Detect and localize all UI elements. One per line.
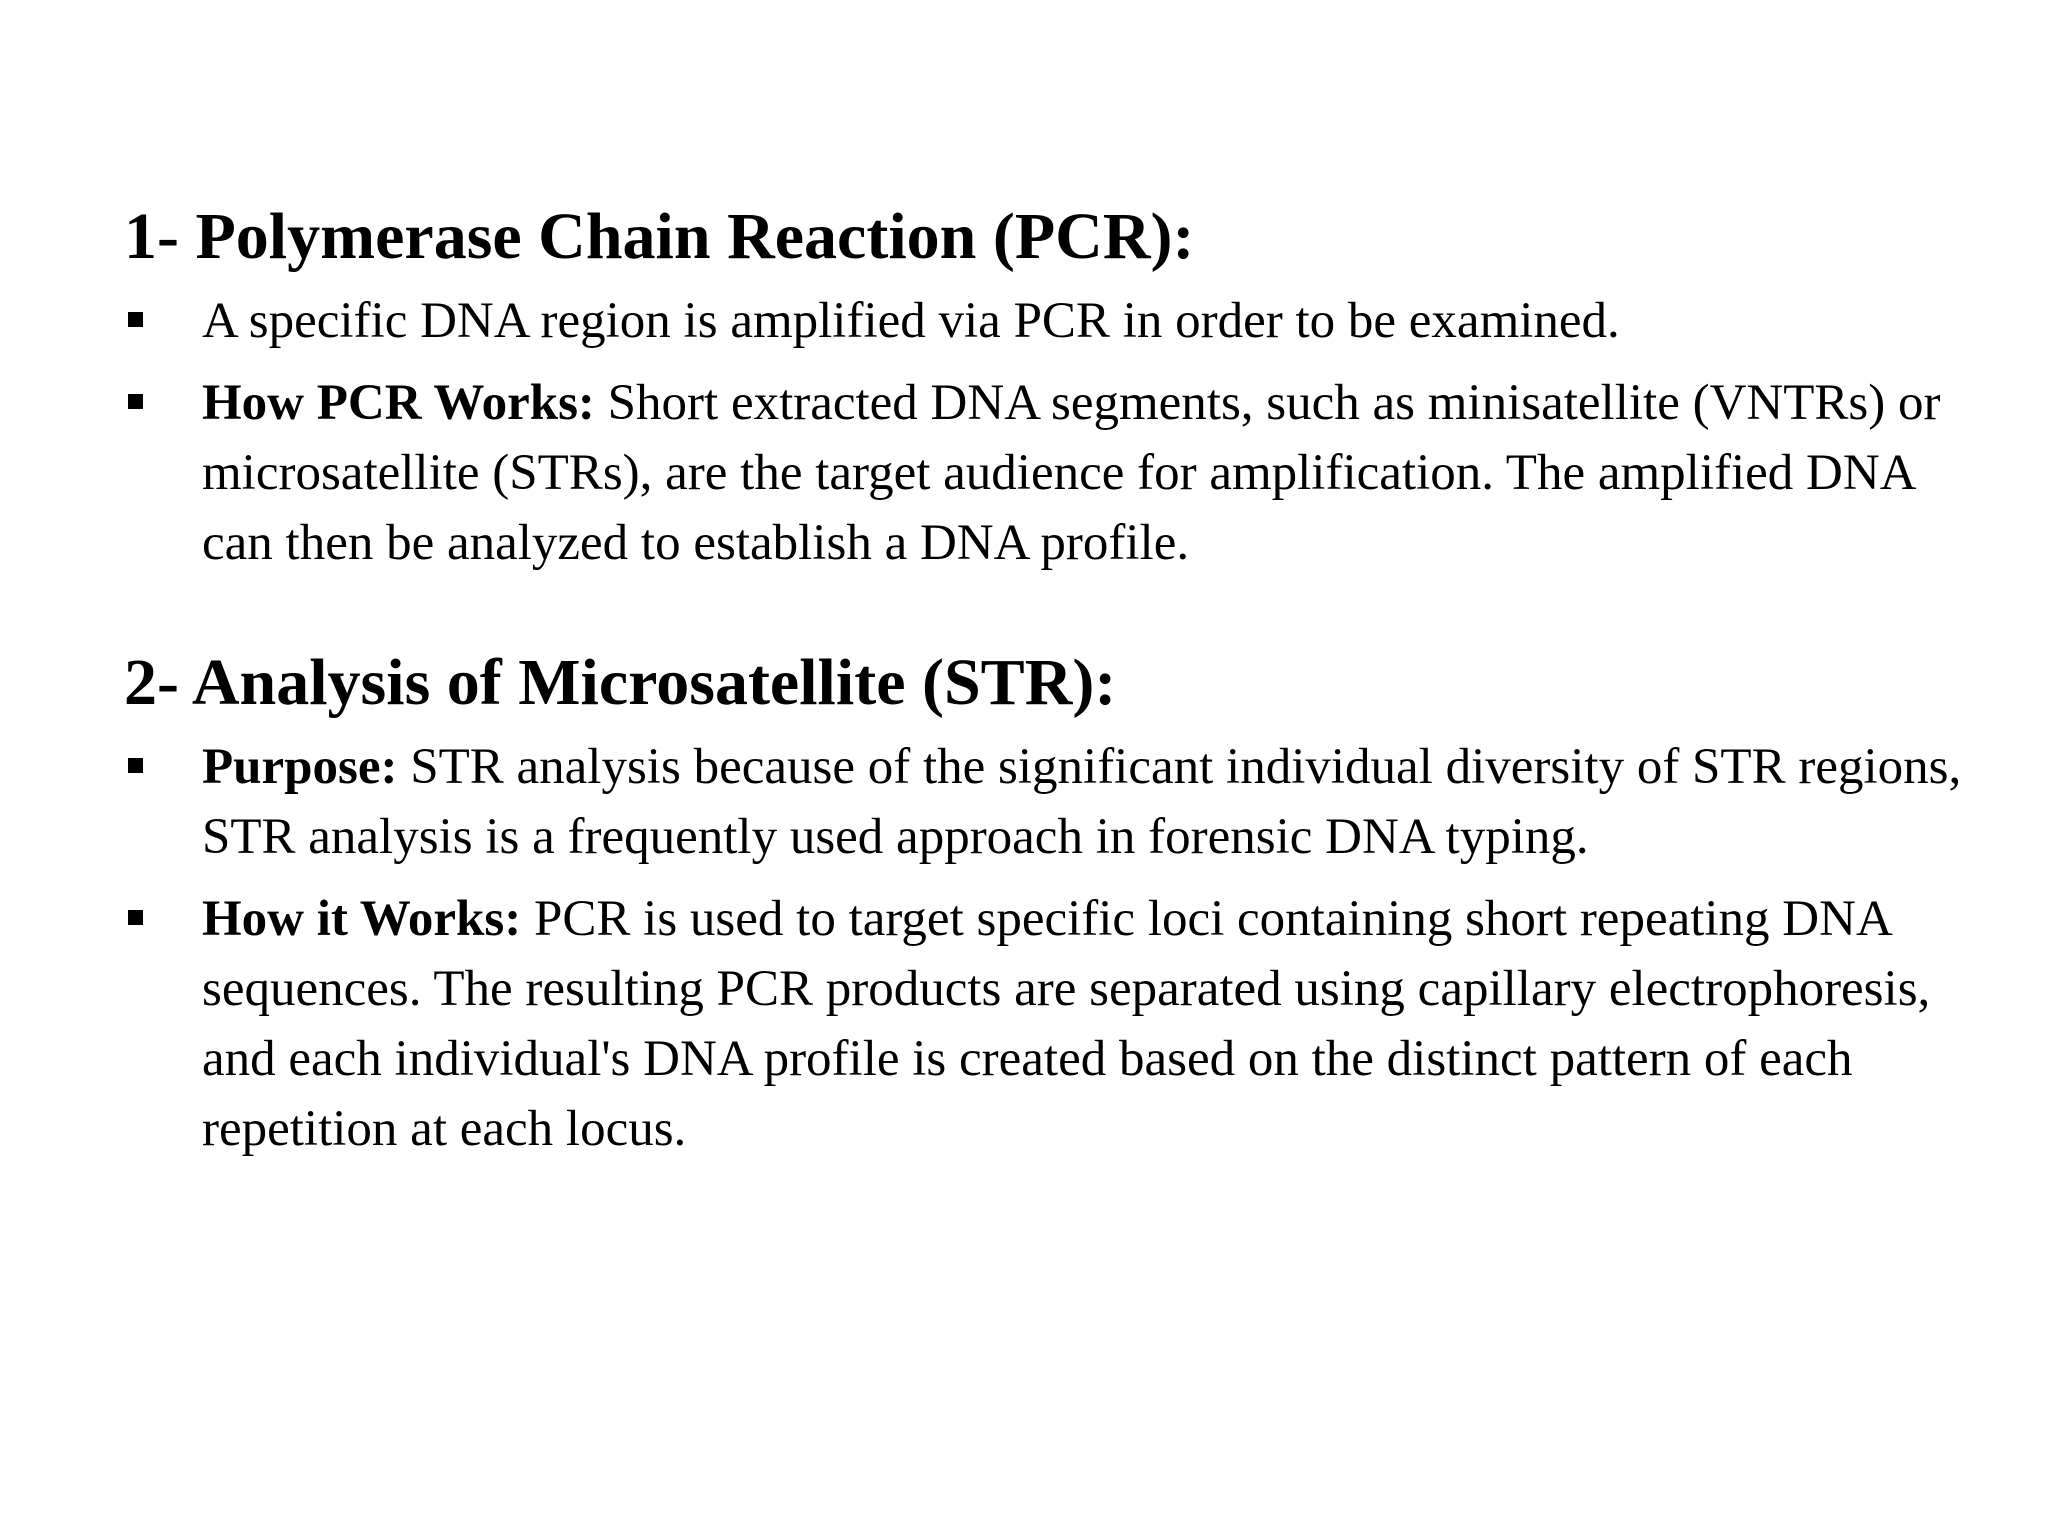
section-pcr	[124, 198, 1964, 578]
square-bullet-icon	[128, 394, 143, 409]
bullet-lead: How PCR Works:	[202, 374, 595, 431]
square-bullet-icon	[128, 758, 143, 773]
square-bullet-icon	[128, 910, 143, 925]
bullet-lead: How it Works:	[202, 890, 522, 947]
bullet-text: Short extracted DNA segments, such as minisatellite (VNTRs) or microsatellite (STRs), are the target audience for amplification. The amplified DNA can then be analyzed to establish a DNA profile.	[202, 374, 1941, 571]
bullet-text: STR analysis because of the significant individual diversity of STR regions, STR analysis is a frequently used approach in forensic DNA typing.	[202, 738, 1962, 865]
bullet-item	[124, 286, 1964, 356]
bullet-text: PCR is used to target specific loci containing short repeating DNA sequences. The resulting PCR products are separated using capillary electrophoresis, and each individual's DNA profile is created based on the distinct pattern of each repetition at each locus.	[202, 890, 1931, 1157]
bullet-text: A specific DNA region is amplified via PCR in order to be examined.	[202, 292, 1620, 349]
bullet-item	[124, 884, 1964, 1164]
document-content	[124, 198, 1964, 1176]
bullet-list	[124, 286, 1964, 578]
bullet-lead: Purpose:	[202, 738, 398, 795]
section-str	[124, 644, 1964, 1164]
section-title: 2- Analysis of Microsatellite (STR):	[124, 645, 1117, 719]
bullet-item	[124, 732, 1964, 872]
section-title: 1- Polymerase Chain Reaction (PCR):	[124, 200, 1195, 273]
bullet-item	[124, 368, 1964, 578]
square-bullet-icon	[128, 312, 143, 327]
bullet-list	[124, 732, 1964, 1164]
